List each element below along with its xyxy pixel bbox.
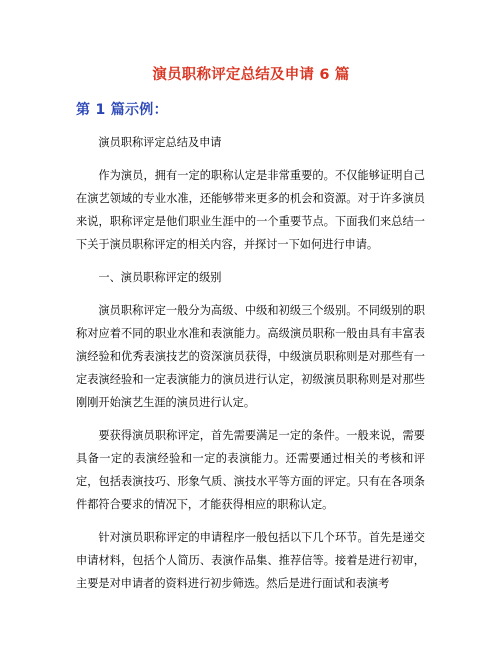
paragraph-subtitle: 演员职称评定总结及申请 bbox=[98, 136, 222, 149]
section-heading: 第 1 篇示例： bbox=[76, 102, 168, 118]
paragraph-intro: 作为演员，拥有一定的职称认定是非常重要的。不仅能够证明自己在演艺领域的专业水准，还能够带来更多的机会和资源。对于许多演员来说，职称评定是他们职业生涯中的一个重要节点。下面我们来总结一下关于演员职称评定的相关内容，并探讨一下如何进行申请。 bbox=[76, 169, 425, 251]
paragraph-procedure: 针对演员职称评定的申请程序一般包括以下几个环节。首先是递交申请材料，包括个人简历、表演作品集、推荐信等。接着是进行初审，主要是对申请者的资料进行初步筛选。然后是进行面试和表演考 bbox=[76, 531, 425, 590]
document-title: 演员职称评定总结及申请 6 篇 bbox=[152, 67, 350, 83]
paragraph-heading-levels: 一、演员职称评定的级别 bbox=[98, 271, 222, 284]
paragraph-levels: 演员职称评定一般分为高级、中级和初级三个级别。不同级别的职称对应着不同的职业水准和表演能力。高级演员职称一般由具有丰富表演经验和优秀表演技艺的资深演员获得，中级演员职称则是对那些有一定表演经验和一定表演能力的演员进行认定，初级演员职称则是对那些刚刚开始演艺生涯的演员进行认定。 bbox=[76, 304, 425, 409]
document-body bbox=[76, 131, 425, 605]
paragraph-requirements: 要获得演员职称评定，首先需要满足一定的条件。一般来说，需要具备一定的表演经验和一定的表演能力。还需要通过相关的考核和评定，包括表演技巧、形象气质、演技水平等方面的评定。只有在各项条件都符合要求的情况下，才能获得相应的职称认定。 bbox=[76, 429, 425, 511]
